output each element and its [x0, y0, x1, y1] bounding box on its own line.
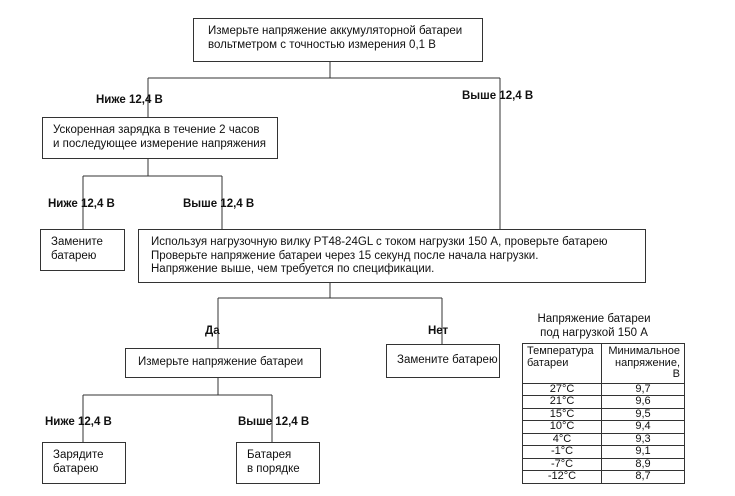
volt-cell: 9,7: [602, 383, 685, 396]
table-row: [523, 458, 685, 471]
node-text: Используя нагрузочную вилку PT48-24GL с током нагрузки 150 А, проверьте батарею: [151, 236, 608, 248]
node-text: Напряжение выше, чем требуется по спецификации.: [151, 263, 435, 275]
node-text: батарею: [51, 249, 97, 262]
volt-cell: 9,3: [602, 433, 685, 446]
table-row: [523, 471, 685, 484]
spec-table-caption: [528, 313, 660, 340]
temp-cell: -7°C: [523, 458, 602, 471]
node-text: Замените батарею: [397, 354, 498, 366]
node-fast-charge: [42, 117, 278, 159]
node-text: Измерьте напряжение аккумуляторной батареи: [208, 25, 463, 37]
node-text: и последующее измерение напряжения: [53, 137, 266, 150]
node-text: в порядке: [247, 462, 300, 475]
table-row: [523, 446, 685, 459]
branch-label-below-1: Ниже 12,4 В: [96, 94, 163, 106]
node-measure-battery-voltage: [193, 18, 483, 62]
temp-cell: -1°C: [523, 446, 602, 459]
header-line: Температура: [527, 345, 594, 357]
temp-cell: -12°C: [523, 471, 602, 484]
table-row: [523, 408, 685, 421]
node-text: Ускоренная зарядка в течение 2 часов: [53, 124, 260, 136]
temp-cell: 15°C: [523, 408, 602, 421]
caption-line: под нагрузкой 150 А: [540, 326, 648, 339]
spec-table: [522, 343, 685, 484]
node-load-test: [138, 229, 646, 283]
table-row: [523, 421, 685, 434]
header-temperature: [523, 344, 602, 384]
volt-cell: 9,1: [602, 446, 685, 459]
temp-cell: 21°C: [523, 396, 602, 409]
node-text: Зарядите: [53, 449, 104, 461]
temp-cell: 4°C: [523, 433, 602, 446]
node-replace-battery-1: [40, 229, 125, 271]
branch-label-above-1: Выше 12,4 В: [462, 90, 534, 102]
branch-label-no: Нет: [428, 325, 449, 337]
temp-cell: 10°C: [523, 421, 602, 434]
caption-line: Напряжение батареи: [537, 313, 651, 325]
header-line: Минимальное: [608, 345, 680, 357]
table-row: [523, 433, 685, 446]
node-text: Проверьте напряжение батареи через 15 секунд после начала нагрузки.: [151, 249, 539, 262]
branch-label-below-3: Ниже 12,4 В: [45, 416, 112, 428]
branch-label-yes: Да: [205, 325, 220, 337]
node-measure-voltage: [125, 348, 321, 378]
table-row: [523, 396, 685, 409]
volt-cell: 8,7: [602, 471, 685, 484]
header-line: напряжение, В: [615, 356, 680, 380]
table-row: [523, 383, 685, 396]
node-recharge-battery: [42, 442, 126, 484]
spec-table-header: [523, 344, 685, 384]
volt-cell: 9,6: [602, 396, 685, 409]
branch-label-above-2: Выше 12,4 В: [183, 198, 255, 210]
node-battery-ok: [236, 442, 320, 484]
temp-cell: 27°C: [523, 383, 602, 396]
volt-cell: 8,9: [602, 458, 685, 471]
branch-label-below-2: Ниже 12,4 В: [48, 198, 115, 210]
volt-cell: 9,5: [602, 408, 685, 421]
node-text: вольтметром с точностью измерения 0,1 В: [208, 38, 436, 51]
header-min-voltage: [602, 344, 685, 384]
volt-cell: 9,4: [602, 421, 685, 434]
node-text: батарею: [53, 462, 99, 475]
header-line: батареи: [527, 356, 569, 369]
node-replace-battery-2: [386, 344, 500, 378]
node-text: Батарея: [247, 449, 292, 461]
node-text: Измерьте напряжение батареи: [138, 356, 304, 368]
node-text: Замените: [51, 236, 103, 248]
branch-label-above-3: Выше 12,4 В: [238, 416, 310, 428]
